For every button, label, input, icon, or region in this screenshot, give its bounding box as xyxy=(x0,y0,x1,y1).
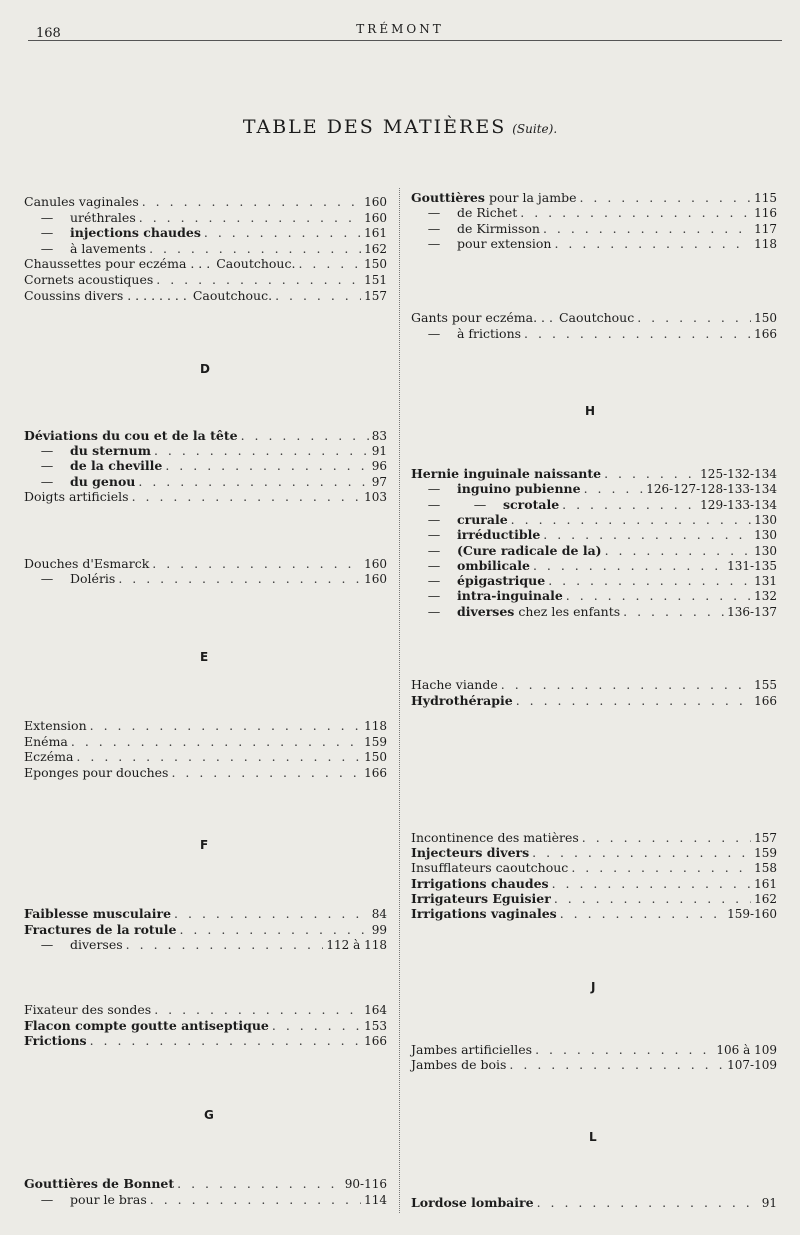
entry-text-rest: chez les enfants xyxy=(518,603,621,619)
page-ref: 83 xyxy=(371,429,387,443)
dot-leader xyxy=(623,604,724,619)
index-entry xyxy=(411,1057,777,1072)
entry-text: inguino pubienne xyxy=(457,481,581,497)
index-entry xyxy=(24,241,387,256)
index-entry xyxy=(411,527,777,542)
section-letter: J xyxy=(591,980,596,994)
index-entry xyxy=(24,489,387,504)
index-entry xyxy=(411,830,777,845)
entry-text-rest: pour la jambe xyxy=(488,190,577,205)
dot-leader xyxy=(139,210,361,225)
entry-text: ombilicale xyxy=(457,557,530,573)
continuation-dash: — xyxy=(40,209,54,225)
entry-text: Enéma xyxy=(24,733,68,749)
entry-text: pour le bras xyxy=(70,1191,147,1207)
page-ref: 166 xyxy=(754,693,777,708)
entry-text: Incontinence des matières xyxy=(411,830,579,845)
entry-text: diverses xyxy=(457,603,515,619)
continuation-dash: — xyxy=(427,603,441,619)
entry-text: Insufflateurs caoutchouc xyxy=(411,860,569,876)
index-entry xyxy=(24,428,387,443)
header-rule xyxy=(28,40,782,41)
entry-text: à lavements xyxy=(70,240,147,256)
index-entry xyxy=(24,937,387,952)
index-entry xyxy=(24,225,387,240)
dot-leader xyxy=(582,830,751,845)
page-ref: 157 xyxy=(754,831,777,845)
entry-text: irréductible xyxy=(457,527,541,543)
page-ref: 131 xyxy=(754,574,777,589)
index-entry xyxy=(411,573,777,588)
entry-text: Irrigateurs Eguisier xyxy=(411,890,551,906)
dot-leader xyxy=(520,205,751,220)
index-entry xyxy=(24,272,387,287)
entry-text: uréthrales xyxy=(70,209,136,225)
entry-text: de la cheville xyxy=(70,458,163,474)
dot-leader xyxy=(156,272,361,287)
page-ref: 106 à 109 xyxy=(716,1043,777,1057)
dot-leader xyxy=(562,497,697,512)
dot-leader xyxy=(90,718,361,733)
index-entry xyxy=(24,922,387,937)
entry-text: Hernie inguinale naissante xyxy=(411,466,602,481)
page-ref: 90-116 xyxy=(344,1177,387,1191)
page-ref: 160 xyxy=(364,572,387,587)
entry-text: intra-inguinale xyxy=(457,588,563,604)
section-letter: L xyxy=(589,1130,597,1144)
index-entry xyxy=(24,734,387,749)
page-ref: 153 xyxy=(364,1018,387,1033)
page-ref: 162 xyxy=(364,241,387,256)
page-ref: 159 xyxy=(364,734,387,749)
continuation-dash: — xyxy=(427,481,441,497)
index-entry xyxy=(24,256,387,271)
dot-leader xyxy=(150,1192,361,1207)
continuation-dash: — xyxy=(427,527,441,543)
dot-leader xyxy=(138,474,368,489)
page-ref: 96 xyxy=(371,459,387,474)
dot-leader xyxy=(126,937,324,952)
continuation-dash: — xyxy=(427,325,441,341)
continuation-dash: — xyxy=(427,542,441,558)
page-ref: 112 à 118 xyxy=(326,938,387,952)
index-entry xyxy=(24,458,387,473)
page-ref: 130 xyxy=(754,528,777,543)
index-entry xyxy=(24,210,387,225)
dot-leader xyxy=(511,512,751,527)
entry-text: scrotale xyxy=(503,496,560,512)
page-ref: 118 xyxy=(364,719,387,733)
dot-leader xyxy=(566,588,751,603)
index-entry xyxy=(24,571,387,586)
index-entry xyxy=(411,221,777,236)
index-entry xyxy=(411,906,777,921)
entry-text: Frictions xyxy=(24,1033,87,1048)
page-ref: 150 xyxy=(364,257,387,272)
index-entry xyxy=(411,310,777,325)
dot-leader xyxy=(537,1195,759,1210)
index-entry xyxy=(411,891,777,906)
dot-leader xyxy=(548,573,751,588)
index-entry xyxy=(24,1018,387,1033)
entry-text: Gouttières xyxy=(411,190,485,205)
dot-leader xyxy=(179,922,368,937)
entry-text: Cornets acoustiques xyxy=(24,272,154,287)
continuation-dash: — xyxy=(427,496,441,512)
index-entry xyxy=(411,1195,777,1210)
entry-text: Doigts artificiels xyxy=(24,488,129,504)
dot-leader xyxy=(171,765,361,780)
page-ref: 99 xyxy=(371,922,387,937)
dot-leader xyxy=(543,527,751,542)
page-ref: 97 xyxy=(371,474,387,489)
entry-text: (Cure radicale de la) xyxy=(457,542,602,558)
section-letter: H xyxy=(585,404,596,418)
dot-leader xyxy=(604,466,697,481)
entry-text: Déviations du cou et de la tête xyxy=(24,428,238,443)
dot-leader xyxy=(524,326,751,341)
dot-leader xyxy=(509,1057,724,1072)
continuation-dash: — xyxy=(427,511,441,527)
index-entry xyxy=(24,288,387,303)
continuation-dash: — xyxy=(427,588,441,604)
entry-text: Hydrothérapie xyxy=(411,692,513,708)
entry-text: Coussins divers . . . . . . . . xyxy=(24,287,187,303)
index-entry xyxy=(411,481,777,496)
index-entry xyxy=(24,1002,387,1017)
page-ref: 118 xyxy=(754,237,777,252)
page-ref: 129-133-134 xyxy=(700,497,777,512)
index-entry xyxy=(411,512,777,527)
index-entry xyxy=(411,876,777,891)
entry-material: Caoutchouc. xyxy=(216,256,296,272)
dot-leader xyxy=(579,190,751,205)
entry-text: Eczéma xyxy=(24,749,74,764)
entry-text: Extension xyxy=(24,718,87,733)
index-entry xyxy=(411,693,777,708)
entry-text: Jambes de bois xyxy=(411,1057,507,1073)
index-entry xyxy=(411,236,777,251)
index-entry xyxy=(411,1042,777,1057)
index-entry xyxy=(24,1176,387,1191)
dot-leader xyxy=(552,876,752,891)
entry-text: Flacon compte goutte antiseptique xyxy=(24,1017,269,1033)
dot-leader xyxy=(516,693,751,708)
continuation-dash: — xyxy=(473,496,487,512)
page-ref: 150 xyxy=(364,750,387,764)
dot-leader xyxy=(76,749,361,764)
title-text: TABLE DES MATIÈRES xyxy=(242,116,507,138)
dot-leader xyxy=(118,571,361,586)
dot-leader xyxy=(71,734,361,749)
continuation-dash: — xyxy=(427,220,441,236)
entry-text: Eponges pour douches xyxy=(24,764,169,780)
continuation-dash: — xyxy=(40,1191,54,1207)
entry-material: Caoutchouc. xyxy=(192,287,273,303)
entry-text: injections chaudes xyxy=(70,225,201,241)
continuation-dash: — xyxy=(40,473,54,489)
page-ref: 160 xyxy=(364,195,387,209)
continuation-dash: — xyxy=(40,458,54,474)
page-number: 168 xyxy=(36,26,61,41)
dot-leader xyxy=(532,845,751,860)
continuation-dash: — xyxy=(40,225,54,241)
page-ref: 161 xyxy=(754,876,777,891)
dot-leader xyxy=(241,428,369,443)
dot-leader xyxy=(204,225,361,240)
page-ref: 130 xyxy=(754,543,777,558)
continuation-dash: — xyxy=(427,236,441,252)
entry-text: Irrigations chaudes xyxy=(411,875,549,891)
page-ref: 166 xyxy=(754,326,777,341)
entry-text: Douches d'Esmarck xyxy=(24,556,150,571)
dot-leader xyxy=(165,458,368,473)
section-letter: G xyxy=(204,1108,214,1122)
index-entry xyxy=(411,860,777,875)
entry-text: Jambes artificielles xyxy=(411,1042,533,1057)
index-entry xyxy=(411,588,777,603)
entry-text: à frictions xyxy=(457,325,522,341)
index-entry xyxy=(24,1192,387,1207)
page-ref: 159-160 xyxy=(727,907,777,921)
page-ref: 125-132-134 xyxy=(700,467,777,481)
entry-text: Faiblesse musculaire xyxy=(24,906,172,921)
continuation-dash: — xyxy=(40,240,54,256)
dot-leader xyxy=(174,906,369,921)
entry-text: pour extension xyxy=(457,236,552,252)
index-entry xyxy=(411,326,777,341)
dot-leader xyxy=(275,288,361,303)
page-ref: 91 xyxy=(371,444,387,459)
dot-leader xyxy=(584,481,644,496)
page-ref: 103 xyxy=(364,489,387,504)
dot-leader xyxy=(90,1033,362,1048)
dot-leader xyxy=(177,1176,342,1191)
page-ref: 117 xyxy=(754,221,777,236)
dot-leader xyxy=(543,221,751,236)
dot-leader xyxy=(152,556,361,571)
page-ref: 159 xyxy=(754,846,777,861)
page-ref: 114 xyxy=(364,1192,387,1207)
entry-material: Caoutchouc xyxy=(558,310,635,325)
page-ref: 160 xyxy=(364,210,387,225)
page-ref: 155 xyxy=(754,678,777,692)
entry-text: de Kirmisson xyxy=(457,220,540,236)
dot-leader xyxy=(533,558,724,573)
entry-text: épigastrique xyxy=(457,573,546,589)
page-ref: 132 xyxy=(754,589,777,604)
dot-leader xyxy=(535,1042,713,1057)
dot-leader xyxy=(154,1002,361,1017)
entry-text: Fixateur des sondes xyxy=(24,1002,152,1017)
index-entry xyxy=(24,443,387,458)
index-entry xyxy=(411,190,777,205)
index-entry xyxy=(411,677,777,692)
entry-text: Canules vaginales xyxy=(24,194,139,209)
entry-text: Injecteurs divers xyxy=(411,845,530,861)
dot-leader xyxy=(149,241,361,256)
index-entry xyxy=(24,194,387,209)
entry-text: crurale xyxy=(457,511,508,527)
page-ref: 157 xyxy=(364,288,387,303)
entry-text: Lordose lombaire xyxy=(411,1195,534,1210)
page-ref: 107-109 xyxy=(727,1058,777,1073)
index-entry xyxy=(24,718,387,733)
continuation-dash: — xyxy=(40,937,54,952)
page-ref: 162 xyxy=(754,891,777,906)
page-ref: 131-135 xyxy=(727,558,777,573)
page-ref: 126-127-128-133-134 xyxy=(646,482,777,497)
title-suffix: (Suite). xyxy=(512,122,558,136)
section-letter: D xyxy=(200,362,210,376)
index-entry xyxy=(411,497,777,512)
page-ref: 160 xyxy=(364,557,387,571)
page-ref: 161 xyxy=(364,226,387,241)
dot-leader xyxy=(560,906,724,921)
index-entry xyxy=(24,765,387,780)
entry-text: du genou xyxy=(70,473,136,489)
page-ref: 150 xyxy=(754,311,777,325)
page-ref: 91 xyxy=(761,1196,777,1210)
entry-text: Hache viande xyxy=(411,677,498,692)
index-entry xyxy=(24,1033,387,1048)
dot-leader xyxy=(142,194,361,209)
page-title xyxy=(0,116,800,138)
page-ref: 158 xyxy=(754,861,777,876)
index-entry xyxy=(411,845,777,860)
entry-text: Chaussettes pour eczéma . . . xyxy=(24,256,211,272)
index-entry xyxy=(24,556,387,571)
index-entry xyxy=(24,474,387,489)
index-entry xyxy=(411,558,777,573)
entry-text: Gouttières de Bonnet xyxy=(24,1176,175,1191)
page-ref: 115 xyxy=(754,191,777,205)
entry-text: diverses xyxy=(70,937,123,952)
dot-leader xyxy=(132,489,362,504)
index-entry xyxy=(411,205,777,220)
page-ref: 166 xyxy=(364,765,387,780)
continuation-dash: — xyxy=(427,557,441,573)
entry-text: du sternum xyxy=(70,443,151,459)
page-ref: 84 xyxy=(371,907,387,921)
dot-leader xyxy=(605,543,752,558)
running-head: TRÉMONT xyxy=(356,22,444,36)
section-letter: F xyxy=(200,838,209,852)
page-ref: 166 xyxy=(364,1034,387,1048)
entry-text: de Richet xyxy=(457,205,518,221)
column-divider xyxy=(399,188,400,1213)
index-entry xyxy=(411,543,777,558)
index-entry xyxy=(411,466,777,481)
page-ref: 136-137 xyxy=(727,604,777,619)
entry-text: Gants pour eczéma. . . xyxy=(411,310,553,325)
continuation-dash: — xyxy=(40,443,54,459)
index-entry xyxy=(411,604,777,619)
dot-leader xyxy=(272,1018,361,1033)
index-entry xyxy=(24,749,387,764)
page-ref: 151 xyxy=(364,273,387,287)
dot-leader xyxy=(554,891,751,906)
index-entry xyxy=(24,906,387,921)
entry-text: Doléris xyxy=(70,571,116,587)
entry-text: Fractures de la rotule xyxy=(24,921,177,937)
dot-leader xyxy=(501,677,751,692)
page-ref: 164 xyxy=(364,1003,387,1017)
dot-leader xyxy=(571,860,751,875)
continuation-dash: — xyxy=(40,571,54,587)
page-ref: 116 xyxy=(754,206,777,221)
continuation-dash: — xyxy=(427,573,441,589)
page-ref: 130 xyxy=(754,512,777,527)
continuation-dash: — xyxy=(427,205,441,221)
dot-leader xyxy=(154,443,369,458)
dot-leader xyxy=(637,310,751,325)
section-letter: E xyxy=(200,650,209,664)
entry-text: Irrigations vaginales xyxy=(411,906,557,921)
dot-leader xyxy=(298,256,361,271)
dot-leader xyxy=(554,236,751,251)
